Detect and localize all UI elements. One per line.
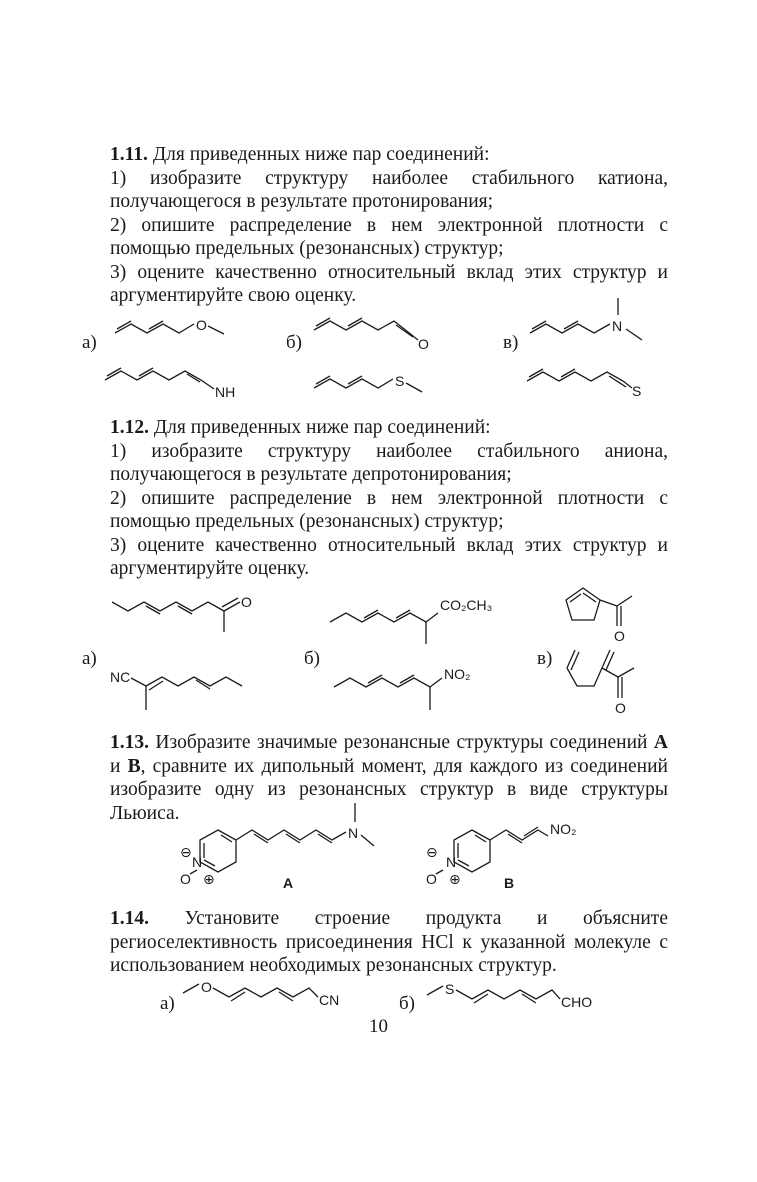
problem-number: 1.11. (110, 144, 148, 165)
atom-o: O (418, 336, 429, 352)
group-no2: NO₂ (550, 821, 577, 837)
label-v: в) (537, 648, 553, 669)
atom-s: S (445, 981, 455, 997)
atom-o: O (201, 979, 212, 995)
label-B: B (504, 875, 515, 891)
label-b: б) (286, 332, 302, 353)
problem-1-13-text: 1.13. Изобразите значимые резонансные структуры соединений A и B, сравните их дипольный момент, для каждого из соединений изобразите одну из резонансных структур в виде структуры Льюиса. (110, 732, 668, 824)
label-a: а) (160, 993, 175, 1014)
atom-n: N (348, 825, 359, 841)
charge-minus: ⊖ (426, 844, 438, 860)
atom-s: S (632, 383, 642, 399)
problem-number: 1.14. (110, 908, 149, 929)
atom-o: O (241, 594, 252, 610)
structure-1-14-b (427, 981, 592, 1010)
atom-n: N (612, 318, 623, 334)
label-a: а) (82, 332, 97, 353)
group-no2: NO₂ (444, 666, 471, 682)
atom-o: O (614, 628, 625, 644)
label-b: б) (304, 648, 320, 669)
atom-nc: NC (110, 669, 131, 685)
charge-minus: ⊖ (180, 844, 192, 860)
problem-1-14-text: 1.14. Установите строение продукта и объясните региоселективность присоединения HCl к указанной молекуле с использованием необходимых резонансных структур. (110, 908, 668, 976)
charge-plus: ⊕ (203, 871, 215, 887)
structure-1-14-a (183, 979, 339, 1008)
label-a: а) (82, 648, 97, 669)
atom-n: N (192, 854, 203, 870)
group-co2ch3: CO₂CH₃ (440, 597, 493, 613)
label-b: б) (399, 993, 415, 1014)
label-v: в) (503, 332, 519, 353)
atom-o: O (180, 871, 191, 887)
page-number: 10 (369, 1016, 388, 1037)
atom-nh: NH (215, 384, 236, 400)
group-cn: CN (319, 992, 340, 1008)
problem-1-11-text: 1.11. Для приведенных ниже пар соединений: 1) изобразите структуру наиболее стабильного катиона, получающегося в результате протонирования; 2) опишите распределение в нем электронной плотности с помощью предельных (резонансных) структур; 3) оцените качественно относительный вклад этих структур и аргументируйте свою оценку. (110, 144, 668, 306)
problem-number: 1.13. (110, 732, 149, 753)
atom-s: S (395, 373, 405, 389)
problem-1-12-text: 1.12. Для приведенных ниже пар соединений: 1) изобразите структуру наиболее стабильного аниона, получающегося в результате депротонирования; 2) опишите распределение в нем электронной плотности с помощью предельных (резонансных) структур; 3) оцените качественно относительный вклад этих структур и аргументируйте оценку. (110, 417, 668, 579)
label-A: A (283, 875, 294, 891)
problem-number: 1.12. (110, 417, 149, 438)
atom-o: O (615, 700, 626, 716)
atom-o: O (196, 317, 207, 333)
group-cho: CHO (561, 994, 593, 1010)
atom-o: O (426, 871, 437, 887)
atom-n: N (446, 854, 457, 870)
charge-plus: ⊕ (449, 871, 461, 887)
